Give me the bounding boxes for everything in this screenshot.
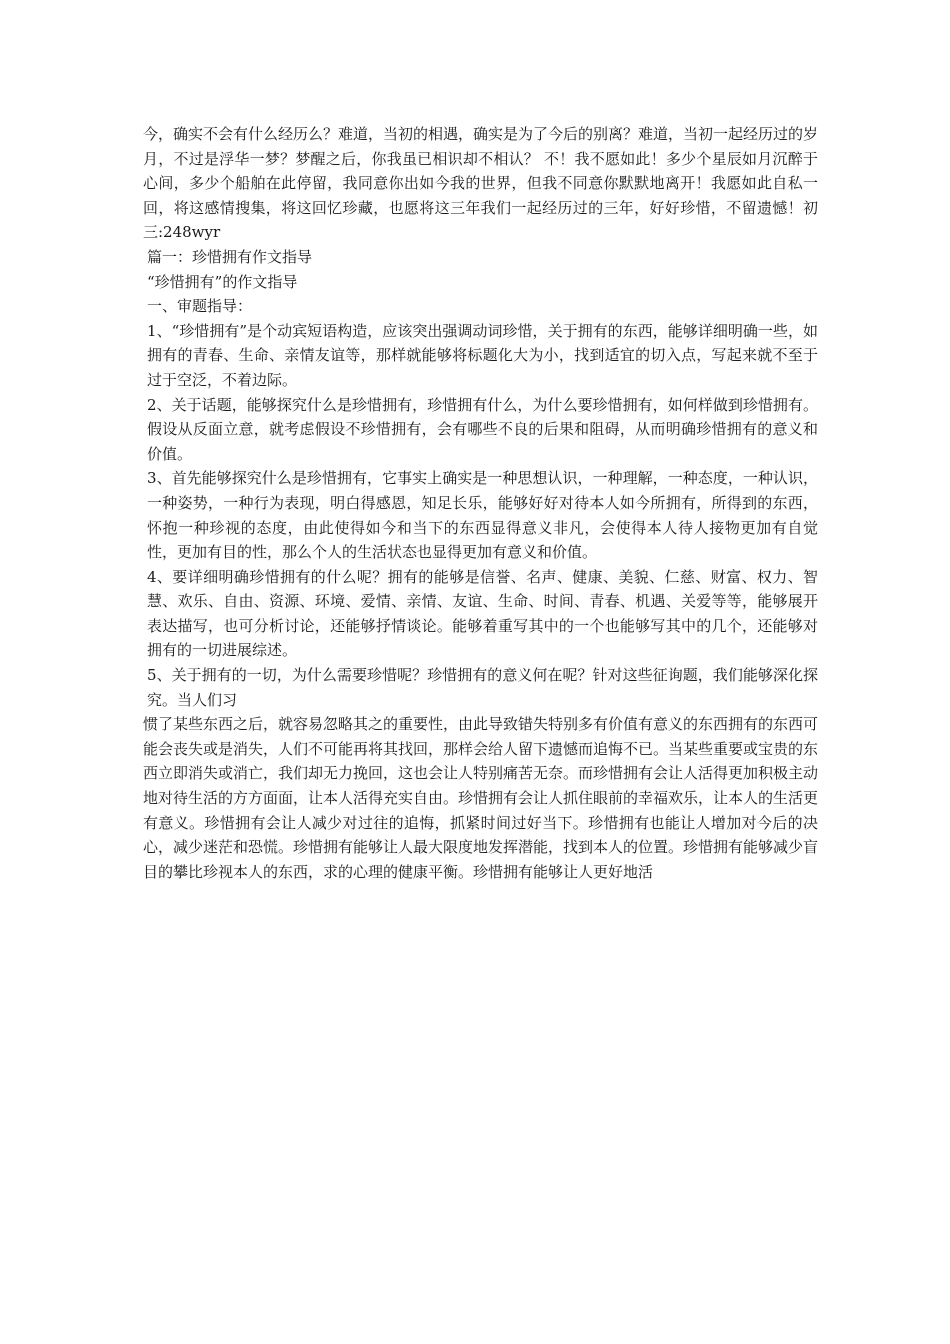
article-title: “珍惜拥有”的作文指导 [147,272,298,291]
subheading-review: 一、审题指导： [147,297,253,316]
document-body [143,122,818,884]
paragraph-point-3: 3、首先能够探究什么是珍惜拥有，它事实上确实是一种思想认识，一种理解，一种态度，一种认识，一种姿势，一种行为表现，明白得感恩，知足长乐，能够好好对待本人如今所拥有，所得到的东西，怀抱一种珍视的态度，由此使得如今和当下的东西显得意义非凡，会使得本人待人接物更加有自觉性，更加有目的性，那么个人的生活状态也显得更加有意义和价值。 [147,469,818,562]
section-heading: 篇一：珍惜拥有作文指导 [147,247,313,266]
paragraph-point-2: 2、关于话题，能够探究什么是珍惜拥有，珍惜拥有什么，为什么要珍惜拥有，如何样做到珍惜拥有。假设从反面立意，就考虑假设不珍惜拥有，会有哪些不良的后果和阻碍，从而明确珍惜拥有的意义和价值。 [147,395,818,463]
paragraph-intro: 今，确实不会有什么经历么？难道，当初的相遇，确实是为了今后的别离？难道，当初一起经历过的岁月，不过是浮华一梦？梦醒之后，你我虽已相识却不相认？ 不！我不愿如此！多少个星辰如月沉醉于心间，多少个船舶在此停留，我同意你出如今我的世界，但我不同意你默默地离开！我愿如此自私一回，将这感情搜集，将这回忆珍藏，也愿将这三年我们一起经历过的三年，好好珍惜，不留遗憾！初三:248wyr [143,125,819,242]
paragraph-point-5: 5、关于拥有的一切，为什么需要珍惜呢？珍惜拥有的意义何在呢？针对这些征询题，我们能够深化探究。当人们习 [147,666,818,709]
paragraph-continuation: 惯了某些东西之后，就容易忽略其之的重要性，由此导致错失特别多有价值有意义的东西拥有的东西可能会丧失或是消失，人们不可能再将其找回，那样会给人留下遗憾而追悔不已。当某些重要或宝贵的东西立即消失或消亡，我们却无力挽回，这也会让人特别痛苦无奈。而珍惜拥有会让人活得更加积极主动地对待生活的方方面面，让本人活得充实自由。珍惜拥有会让人抓住眼前的幸福欢乐，让本人的生活更有意义。珍惜拥有会让人减少对过往的追悔，抓紧时间过好当下。珍惜拥有也能让人增加对今后的决心，减少迷茫和恐慌。珍惜拥有能够让人最大限度地发挥潜能，找到本人的位置。珍惜拥有能够减少盲目的攀比珍视本人的东西，求的心理的健康平衡。珍惜拥有能够让人更好地活 [143,715,819,881]
paragraph-point-1: 1、“珍惜拥有”是个动宾短语构造，应该突出强调动词珍惜，关于拥有的东西，能够详细明确一些，如拥有的青春、生命、亲情友谊等，那样就能够将标题化大为小，找到适宜的切入点，写起来就不至于过于空泛，不着边际。 [147,321,818,389]
paragraph-point-4: 4、要详细明确珍惜拥有的什么呢？拥有的能够是信誉、名声、健康、美貌、仁慈、财富、权力、智慧、欢乐、自由、资源、环境、爱情、亲情、友谊、生命、时间、青春、机遇、关爱等等，能够展开表达描写，也可分析讨论，还能够抒情谈论。能够着重写其中的一个也能够写其中的几个，还能够对拥有的一切进展综述。 [147,567,818,660]
